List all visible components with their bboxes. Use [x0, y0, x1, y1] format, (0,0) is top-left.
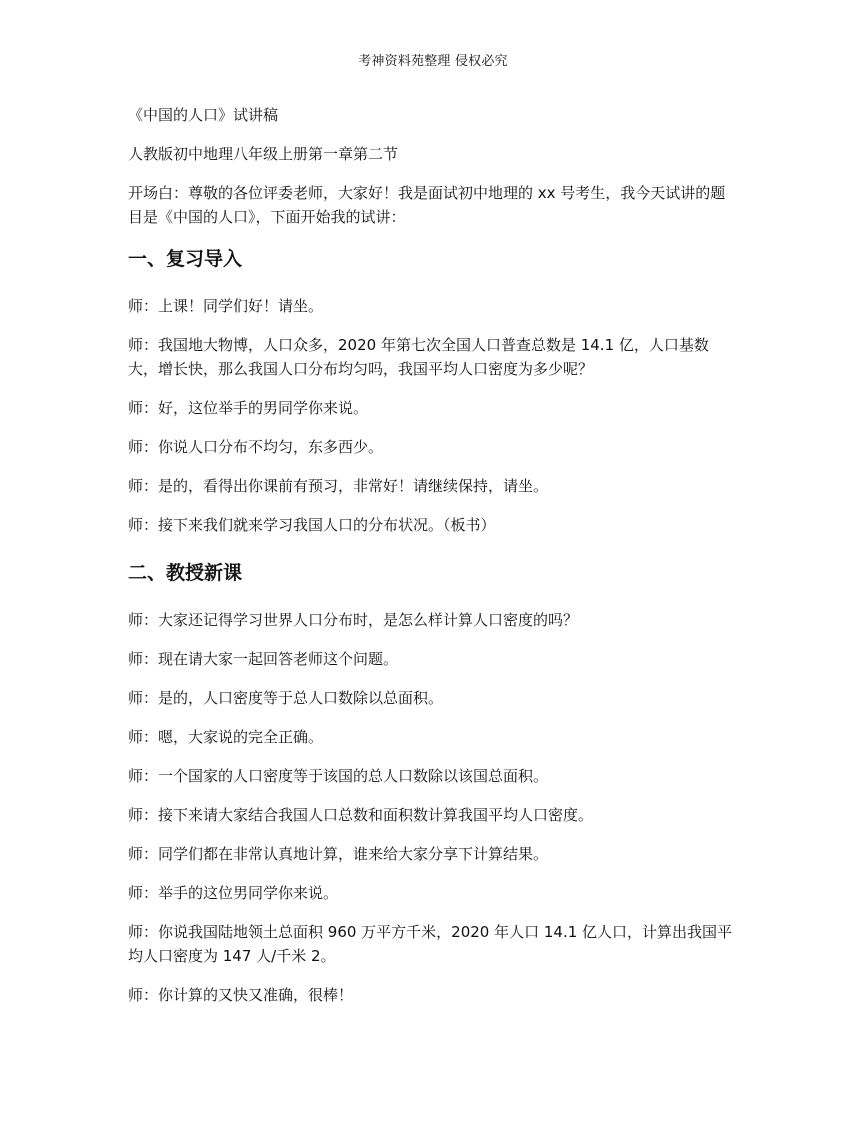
section2-paragraph: 师：大家还记得学习世界人口分布时，是怎么样计算人口密度的吗？ — [128, 611, 579, 629]
section1-paragraph: 师：接下来我们就来学习我国人口的分布状况。（板书） — [128, 516, 496, 534]
document-title: 《中国的人口》试讲稿 — [128, 106, 279, 124]
section1-paragraph: 师：你说人口分布不均匀，东多西少。 — [128, 438, 384, 456]
section2-paragraph: 师：举手的这位男同学你来说。 — [128, 884, 339, 902]
section2-paragraph: 师：同学们都在非常认真地计算，谁来给大家分享下计算结果。 — [128, 845, 549, 863]
section2-paragraph: 师：一个国家的人口密度等于该国的总人口数除以该国总面积。 — [128, 767, 549, 785]
section1-paragraph: 师：是的，看得出你课前有预习，非常好！请继续保持，请坐。 — [128, 477, 549, 495]
section1-paragraph: 师：好，这位举手的男同学你来说。 — [128, 399, 369, 417]
header-note: 考神资料苑整理 侵权必究 — [358, 54, 508, 69]
opening-paragraph: 开场白：尊敬的各位评委老师，大家好！我是面试初中地理的 xx 号考生，我今天试讲的题目是《中国的人口》，下面开始我的试讲： — [128, 184, 726, 226]
section-heading-review: 一、复习导入 — [128, 248, 243, 270]
section2-paragraph: 师：接下来请大家结合我国人口总数和面积数计算我国平均人口密度。 — [128, 806, 594, 824]
section2-paragraph: 师：现在请大家一起回答老师这个问题。 — [128, 650, 399, 668]
section1-paragraph: 师：我国地大物博，人口众多，2020 年第七次全国人口普查总数是 14.1 亿，人口基数大，增长快，那么我国人口分布均匀吗，我国平均人口密度为多少呢？ — [128, 336, 709, 378]
section-heading-new-lesson: 二、教授新课 — [128, 562, 243, 584]
section1-paragraph: 师：上课！同学们好！请坐。 — [128, 297, 324, 315]
section2-paragraph: 师：你说我国陆地领土总面积 960 万平方千米，2020 年人口 14.1 亿人口，计算出我国平均人口密度为 147 人/千米 2。 — [128, 923, 733, 965]
section2-paragraph: 师：嗯，大家说的完全正确。 — [128, 728, 324, 746]
document-subtitle: 人教版初中地理八年级上册第一章第二节 — [128, 145, 399, 163]
document-body — [128, 103, 738, 1022]
section2-paragraph: 师：你计算的又快又准确，很棒！ — [128, 986, 354, 1004]
section2-paragraph: 师：是的，人口密度等于总人口数除以总面积。 — [128, 689, 444, 707]
